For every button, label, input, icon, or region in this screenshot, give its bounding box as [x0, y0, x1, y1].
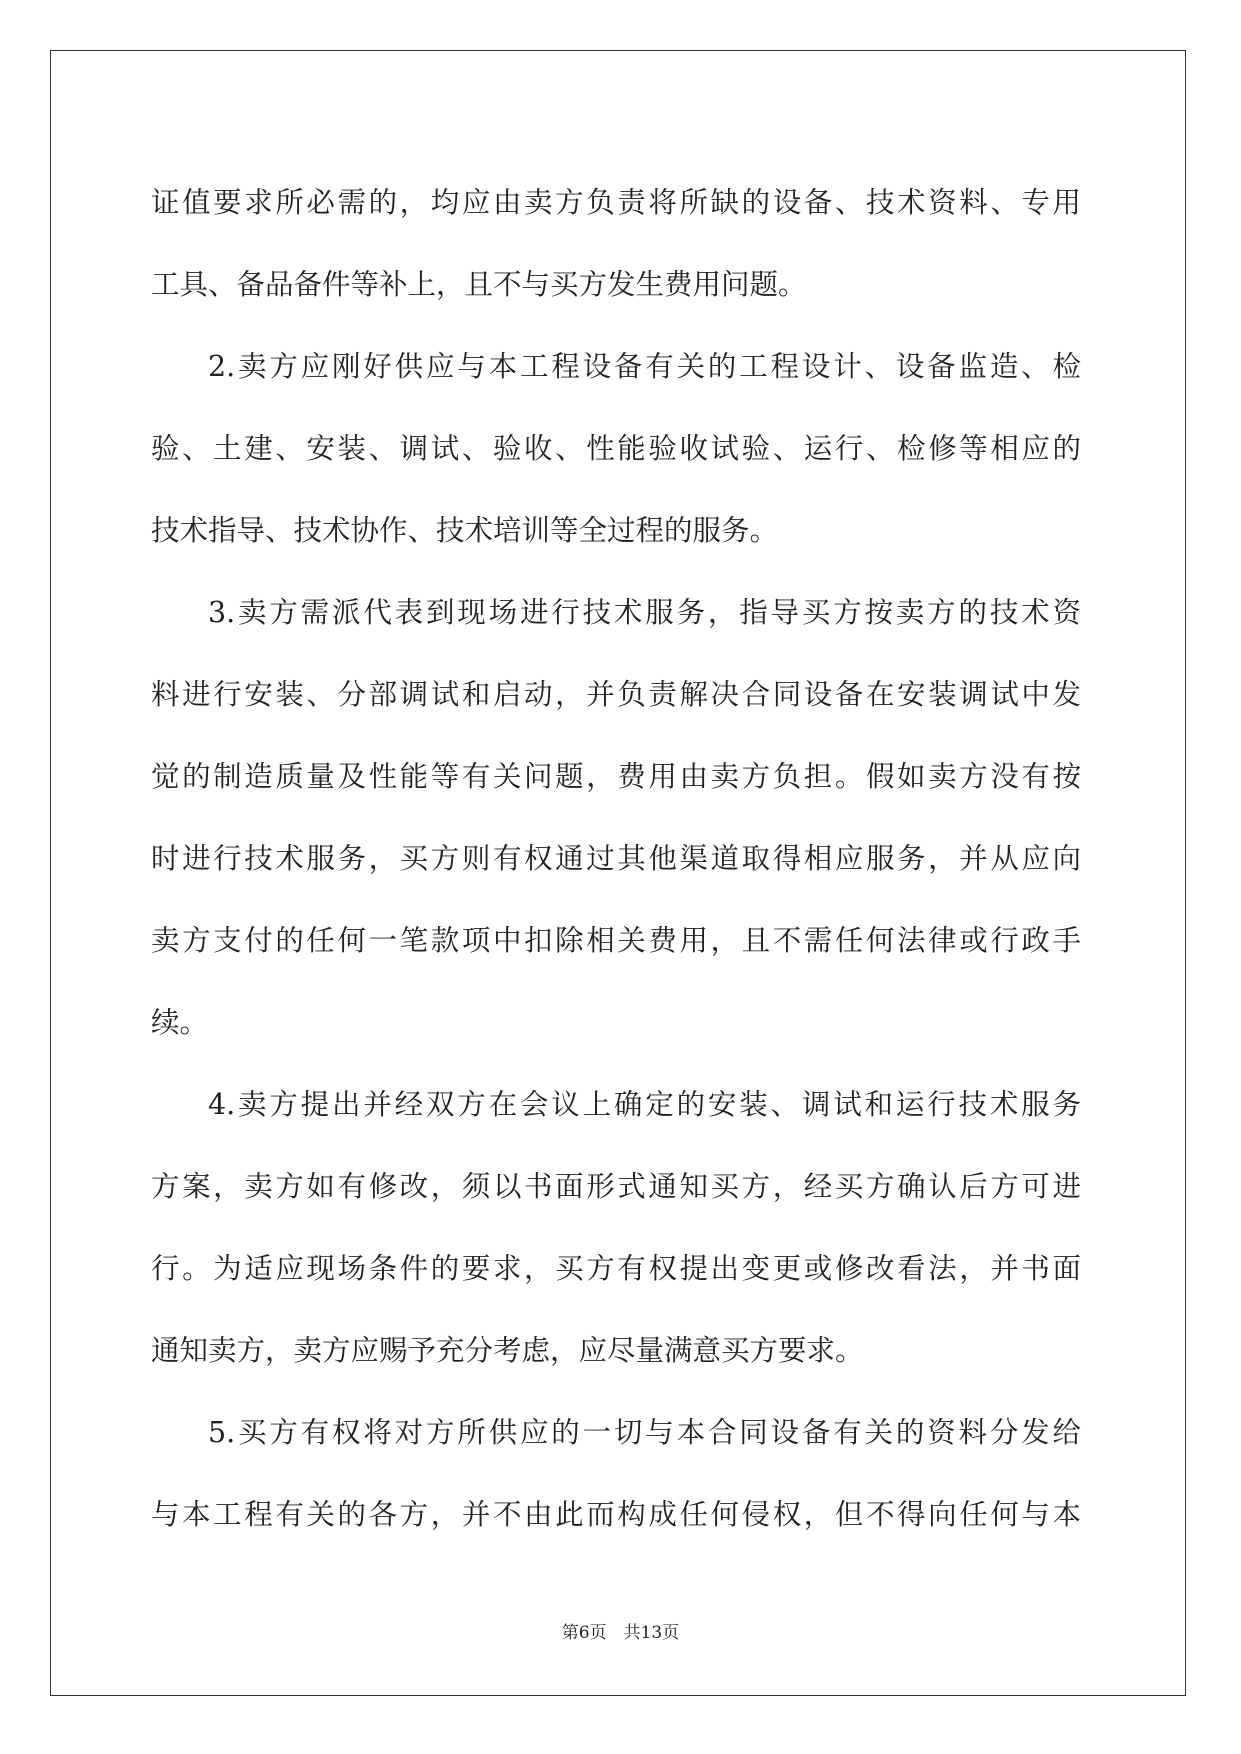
text-line: 技术指导、技术协作、技术培训等全过程的服务。 [151, 514, 779, 547]
text-line: 验、土建、安装、调试、验收、性能验收试验、运行、检修等相应的 [151, 432, 1081, 465]
text-line: 3.卖方需派代表到现场进行技术服务，指导买方按卖方的技术资 [208, 596, 1081, 629]
text-line: 方案，卖方如有修改，须以书面形式通知买方，经买方确认后方可进 [151, 1170, 1081, 1203]
text-line: 行。为适应现场条件的要求，买方有权提出变更或修改看法，并书面 [151, 1252, 1081, 1285]
text-line: 4.卖方提出并经双方在会议上确定的安装、调试和运行技术服务 [208, 1088, 1081, 1121]
text-line: 卖方支付的任何一笔款项中扣除相关费用，且不需任何法律或行政手 [151, 924, 1081, 957]
text-line: 料进行安装、分部调试和启动，并负责解决合同设备在安装调试中发 [151, 678, 1081, 711]
document-body [151, 162, 1081, 1556]
text-line: 工具、备品备件等补上，且不与买方发生费用问题。 [151, 268, 807, 301]
text-line: 通知卖方，卖方应赐予充分考虑，应尽量满意买方要求。 [151, 1334, 864, 1367]
text-line: 续。 [151, 1006, 209, 1039]
page-number: 第6页 共13页 [561, 1623, 680, 1643]
text-line: 5.买方有权将对方所供应的一切与本合同设备有关的资料分发给 [208, 1416, 1081, 1449]
text-line: 证值要求所必需的，均应由卖方负责将所缺的设备、技术资料、专用 [151, 186, 1081, 219]
text-line: 时进行技术服务，买方则有权通过其他渠道取得相应服务，并从应向 [151, 842, 1081, 875]
text-line: 2.卖方应刚好供应与本工程设备有关的工程设计、设备监造、检 [208, 350, 1081, 383]
text-line: 觉的制造质量及性能等有关问题，费用由卖方负担。假如卖方没有按 [151, 760, 1081, 793]
page-footer [0, 1618, 1241, 1643]
text-line: 与本工程有关的各方，并不由此而构成任何侵权，但不得向任何与本 [151, 1498, 1081, 1531]
